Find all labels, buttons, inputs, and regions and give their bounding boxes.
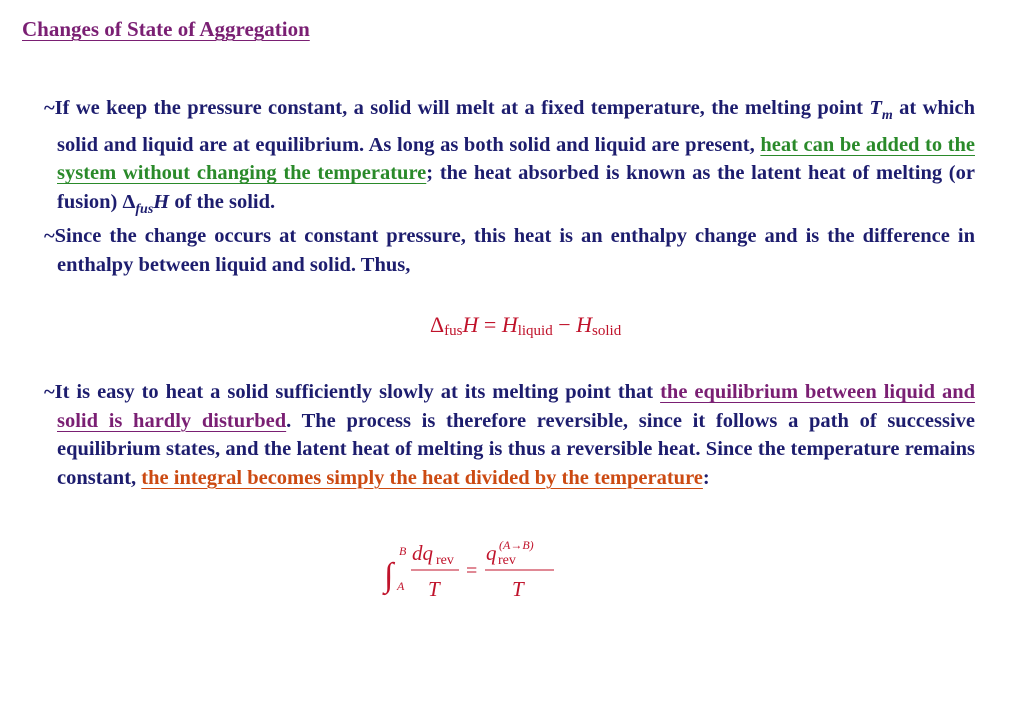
integral-sign: ∫ <box>384 557 394 594</box>
page-title: Changes of State of Aggregation <box>22 17 310 41</box>
equation-fusion-enthalpy: $\Delta_{fus}H = H_{liquid} - H_{solid}$ <box>430 312 622 339</box>
tm-symbol: $T_m$ <box>869 97 893 124</box>
q-numerator: q <box>486 541 497 565</box>
equals-sign: = <box>466 560 478 582</box>
highlight-equilibrium: the equilibrium between liquid and solid is hardly disturbed <box>57 381 976 432</box>
t-denominator-left: T <box>428 577 440 601</box>
lower-limit: A <box>397 579 405 593</box>
equation-integral <box>380 534 570 604</box>
highlight-integral: the integral becomes simply the heat divided by the temperature <box>141 466 703 489</box>
rev-subscript-right: rev <box>498 553 516 568</box>
upper-limit: B <box>399 544 407 558</box>
highlight-heat-added: heat can be added to the system without changing the temperature <box>57 133 975 185</box>
paragraph-enthalpy-change: ~Since the change occurs at constant pressure, this heat is an enthalpy change and is the difference in enthalpy between liquid and solid. Thus, <box>44 225 975 276</box>
dq-numerator: dq <box>412 541 433 565</box>
paragraph-melting-point: ~If we keep the pressure constant, a solid will melt at a fixed temperature, the melting point $T_m$ at which solid and liquid are at equilibrium. As long as both solid and liquid are present, heat can be added to the system without changing the temperature; the heat absorbed is known as the latent heat of melting (or fusion) $\Delta_{fus}H$ of the solid. <box>44 97 975 217</box>
path-superscript: (A→B) <box>499 538 534 552</box>
delta-fus-h-symbol: $\Delta_{fus}H$ <box>122 190 170 217</box>
t-denominator-right: T <box>512 577 524 601</box>
rev-subscript-left: rev <box>436 553 454 568</box>
paragraph-reversible-heat: ~It is easy to heat a solid sufficiently slowly at its melting point that the equilibrium between liquid and solid is hardly disturbed. The process is therefore reversible, since it follows a path of successive equilibrium states, and the latent heat of melting is thus a reversible heat. Since the temperature remains constant, the integral becomes simply the heat divided by the temperature: <box>44 381 976 489</box>
